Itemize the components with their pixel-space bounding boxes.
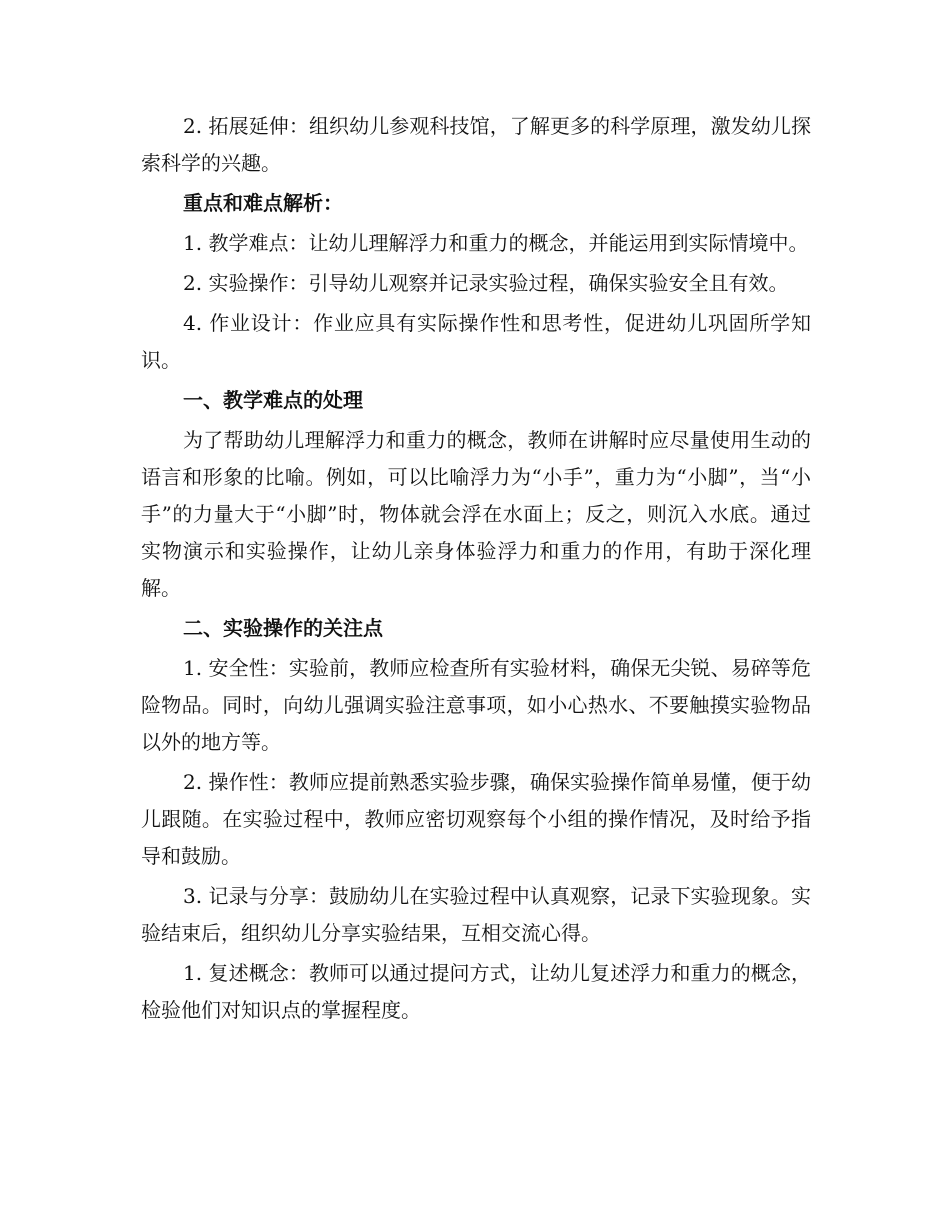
paragraph-teaching-difficulty: 1. 教学难点：让幼儿理解浮力和重力的概念，并能运用到实际情境中。	[183, 231, 809, 255]
paragraph-operability: 2. 操作性：教师应提前熟悉实验步骤，确保实验操作简单易懂，便于幼儿跟随。在实验过程中，教师应密切观察每个小组的操作情况，及时给予指导和鼓励。	[141, 770, 811, 868]
paragraph-difficulty-explanation: 为了帮助幼儿理解浮力和重力的概念，教师在讲解时应尽量使用生动的语言和形象的比喻。例如，可以比喻浮力为“小手”，重力为“小脚”，当“小手”的力量大于“小脚”时，物体就会浮在水面上；反之，则沉入水底。通过实物演示和实验操作，让幼儿亲身体验浮力和重力的作用，有助于深化理解。	[141, 428, 811, 600]
paragraph-experiment-operation: 2. 实验操作：引导幼儿观察并记录实验过程，确保实验安全且有效。	[183, 271, 789, 295]
paragraph-safety: 1. 安全性：实验前，教师应检查所有实验材料，确保无尖锐、易碎等危险物品。同时，向幼儿强调实验注意事项，如小心热水、不要触摸实验物品以外的地方等。	[141, 656, 811, 754]
paragraph-homework-design: 4. 作业设计：作业应具有实际操作性和思考性，促进幼儿巩固所学知识。	[141, 311, 811, 372]
paragraph-extension: 2. 拓展延伸：组织幼儿参观科技馆，了解更多的科学原理，激发幼儿探索科学的兴趣。	[141, 114, 811, 175]
heading-difficulty-handling: 一、教学难点的处理	[183, 388, 363, 412]
paragraph-record-share: 3. 记录与分享：鼓励幼儿在实验过程中认真观察，记录下实验现象。实验结束后，组织幼儿分享实验结果，互相交流心得。	[141, 884, 811, 945]
paragraph-review-concepts: 1. 复述概念：教师可以通过提问方式，让幼儿复述浮力和重力的概念，检验他们对知识点的掌握程度。	[141, 961, 811, 1022]
heading-experiment-focus: 二、实验操作的关注点	[183, 616, 383, 640]
heading-key-points: 重点和难点解析：	[183, 191, 343, 215]
document-page	[141, 108, 811, 1029]
